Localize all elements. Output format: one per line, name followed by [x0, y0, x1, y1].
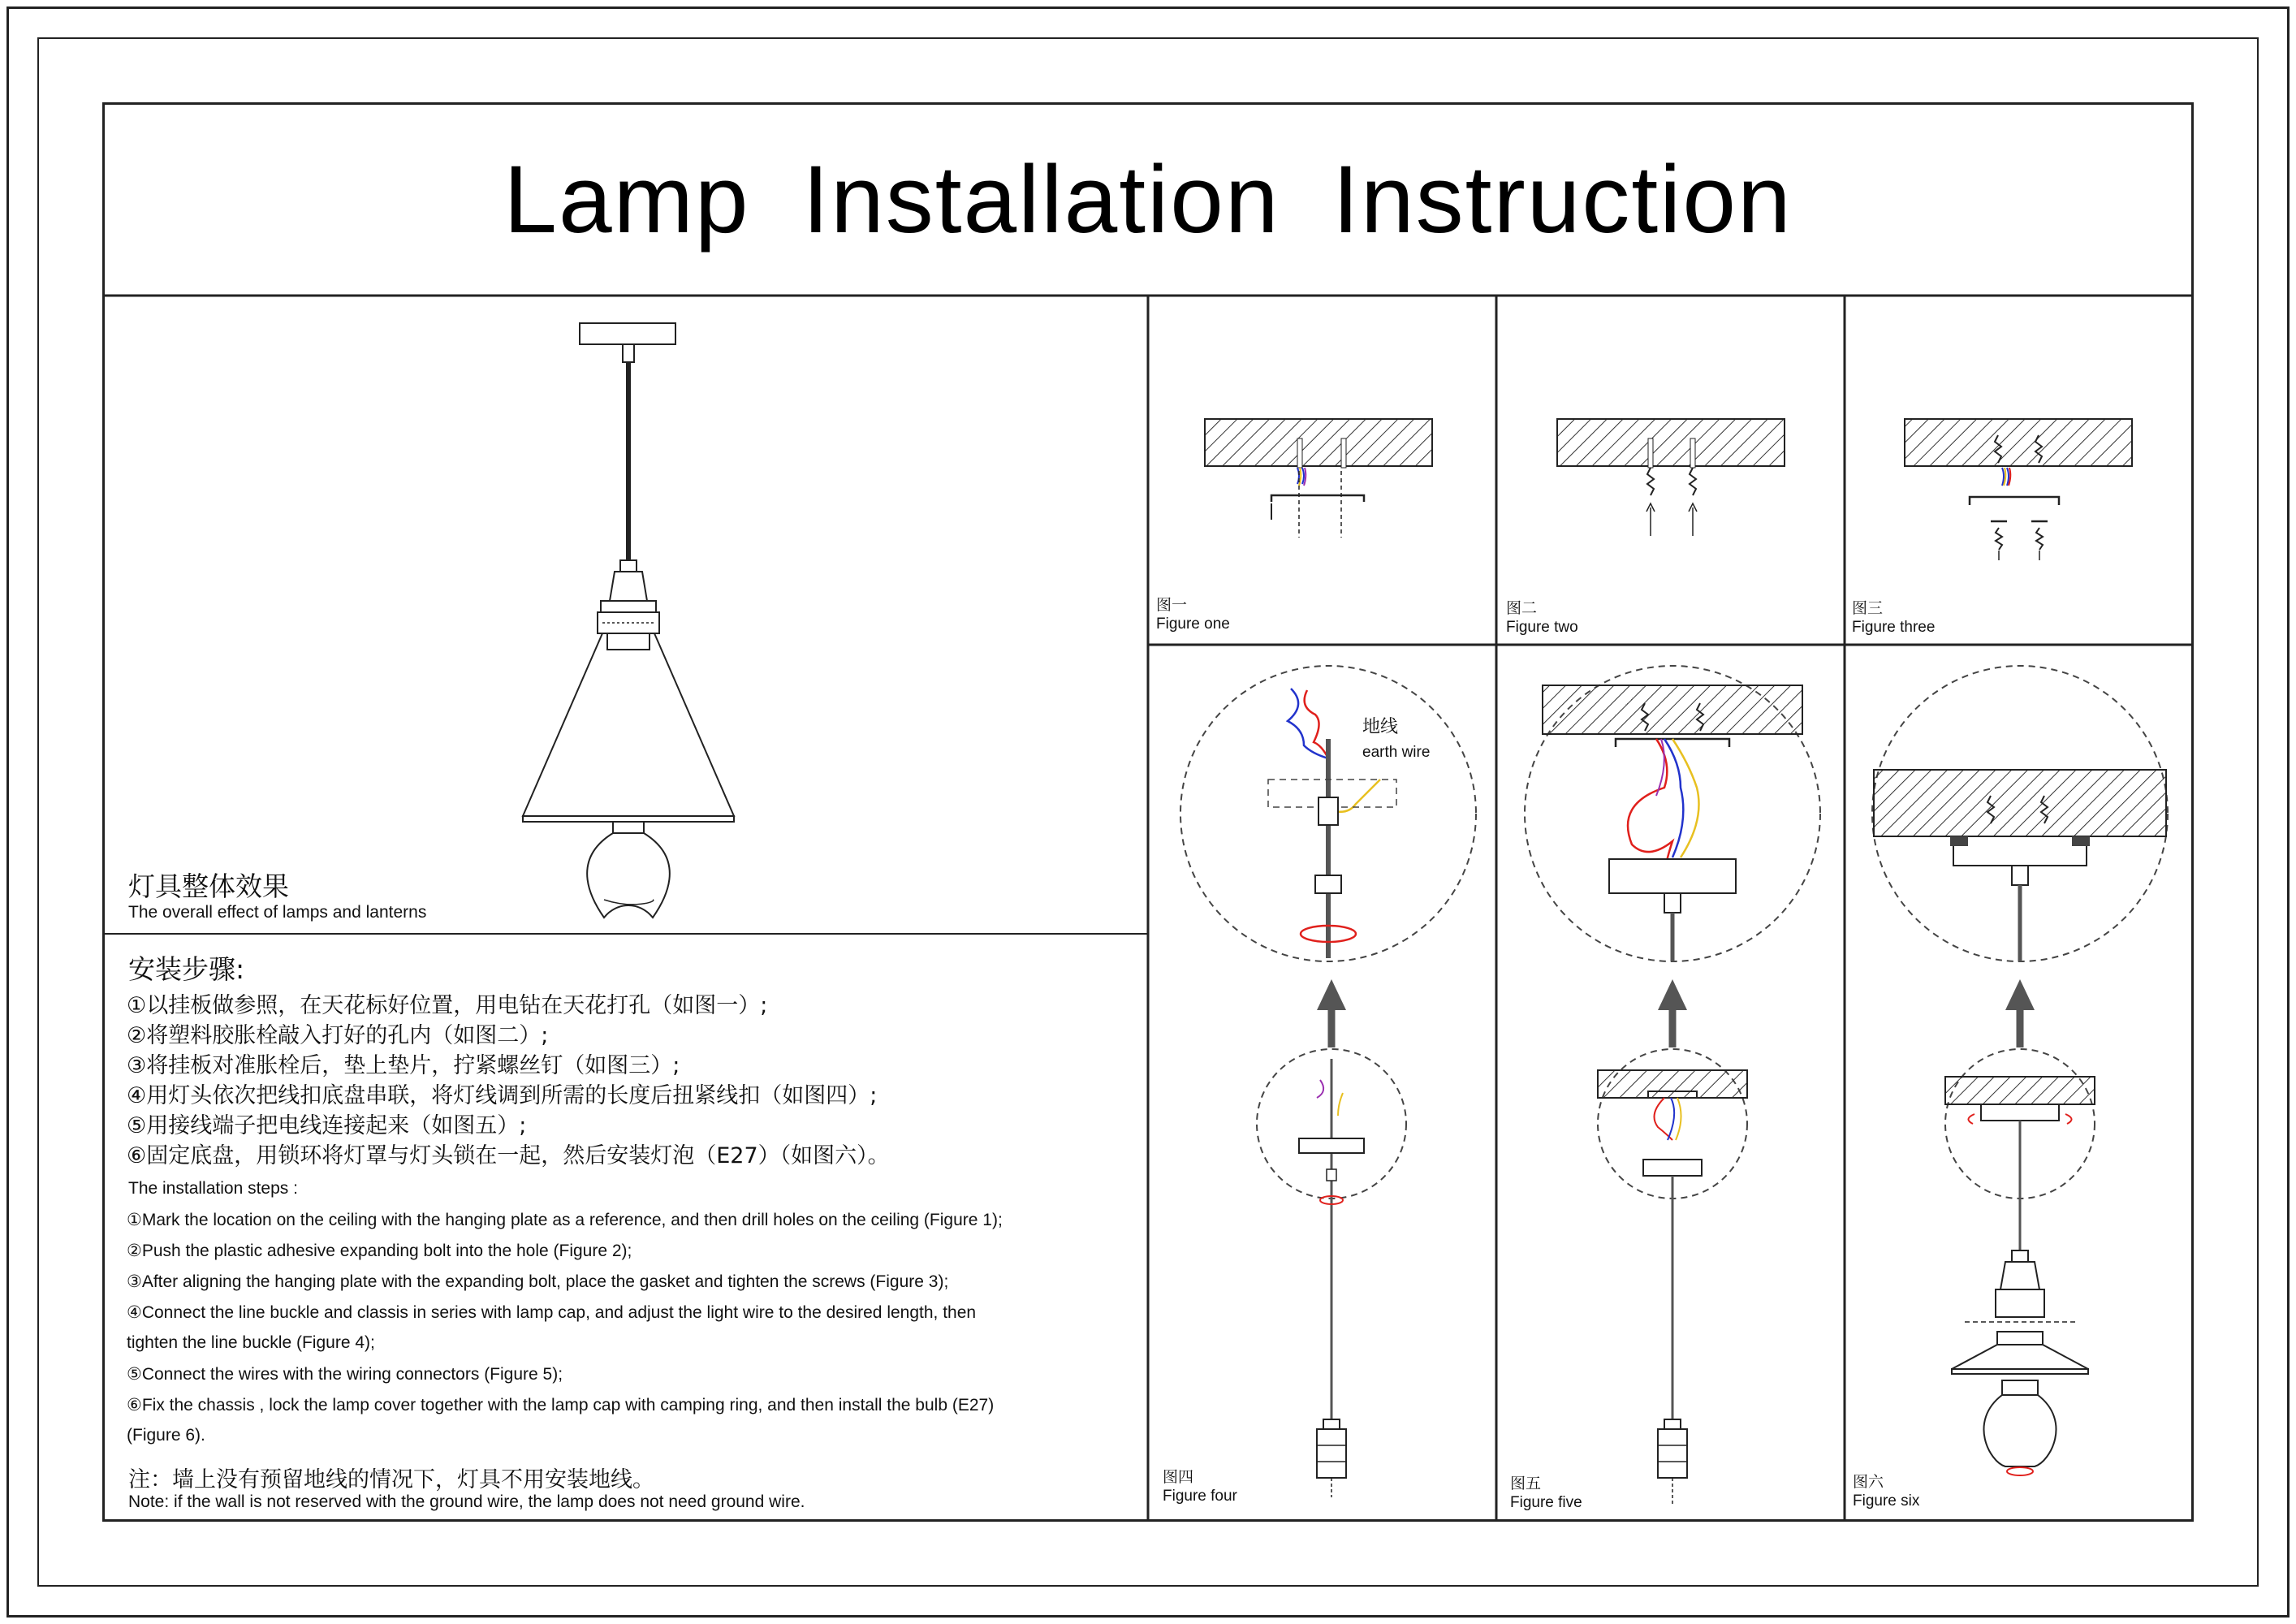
step-en: ⑤Connect the wires with the wiring connectors (Figure 5);: [127, 1365, 563, 1384]
overall-title-cn: 灯具整体效果: [128, 870, 289, 902]
page-title: Lamp Installation Instruction: [503, 146, 1793, 253]
step-cn: ⑤用接线端子把电线连接起来（如图五）;: [127, 1113, 527, 1138]
figure-six-caption-cn: 图六: [1853, 1473, 1884, 1491]
figure-four-caption-en: Figure four: [1163, 1488, 1237, 1505]
figure-four-drawing: [1180, 666, 1476, 1497]
step-cn: ④用灯头依次把线扣底盘串联，将灯线调到所需的长度后扭紧线扣（如图四）;: [127, 1083, 878, 1108]
figure-two-drawing: [1557, 419, 1785, 536]
step-en: ④Connect the line buckle and classis in series with lamp cap, and adjust the light wire to the desired length, then: [127, 1303, 977, 1322]
step-cn: ②将塑料胶胀栓敲入打好的孔内（如图二）;: [127, 1023, 549, 1048]
step-en: ⑥Fix the chassis , lock the lamp cover together with the lamp cap with camping ring, and then install the bulb (E27): [127, 1396, 995, 1415]
earth-wire-label-en: earth wire: [1362, 744, 1431, 761]
figure-two-caption-cn: 图二: [1506, 599, 1538, 617]
step-en: ①Mark the location on the ceiling with the hanging plate as a reference, and then drill holes on the ceiling (Figure 1);: [127, 1211, 1003, 1229]
overall-title-en: The overall effect of lamps and lanterns: [128, 903, 427, 922]
figure-four-caption-cn: 图四: [1163, 1468, 1194, 1486]
figure-six-drawing: [1872, 666, 2168, 1475]
step-en: tighten the line buckle (Figure 4);: [127, 1333, 375, 1352]
figure-one-caption-en: Figure one: [1156, 615, 1230, 633]
figure-three-caption-en: Figure three: [1852, 619, 1936, 636]
steps-heading-cn: 安装步骤:: [128, 953, 245, 985]
step-en: (Figure 6).: [127, 1426, 205, 1445]
step-cn: ①以挂板做参照，在天花标好位置，用电钻在天花打孔（如图一）;: [127, 993, 768, 1018]
note-en: Note: if the wall is not reserved with the ground wire, the lamp does not need ground wire.: [128, 1492, 805, 1511]
figure-two-caption-en: Figure two: [1506, 619, 1578, 636]
step-en: ②Push the plastic adhesive expanding bolt into the hole (Figure 2);: [127, 1242, 632, 1260]
overall-lamp-drawing: [523, 323, 734, 918]
note-cn: 注：墙上没有预留地线的情况下，灯具不用安装地线。: [128, 1467, 654, 1492]
step-en: ③After aligning the hanging plate with the expanding bolt, place the gasket and tighten the screws (Figure 3);: [127, 1272, 949, 1291]
step-cn: ⑥固定底盘，用锁环将灯罩与灯头锁在一起，然后安装灯泡（E27）（如图六）。: [127, 1143, 890, 1168]
figure-one-caption-cn: 图一: [1156, 596, 1188, 614]
steps-heading-en: The installation steps :: [128, 1179, 298, 1198]
figure-three-drawing: [1905, 419, 2132, 560]
figure-five-caption-en: Figure five: [1510, 1494, 1582, 1511]
figure-five-caption-cn: 图五: [1510, 1475, 1542, 1492]
earth-wire-label-cn: 地线: [1362, 717, 1399, 737]
step-cn: ③将挂板对准胀栓后，垫上垫片，拧紧螺丝钉（如图三）;: [127, 1053, 680, 1078]
figure-one-drawing: [1205, 419, 1432, 538]
figure-three-caption-cn: 图三: [1852, 599, 1884, 617]
figure-five-drawing: [1525, 666, 1820, 1504]
figure-six-caption-en: Figure six: [1853, 1492, 1920, 1510]
